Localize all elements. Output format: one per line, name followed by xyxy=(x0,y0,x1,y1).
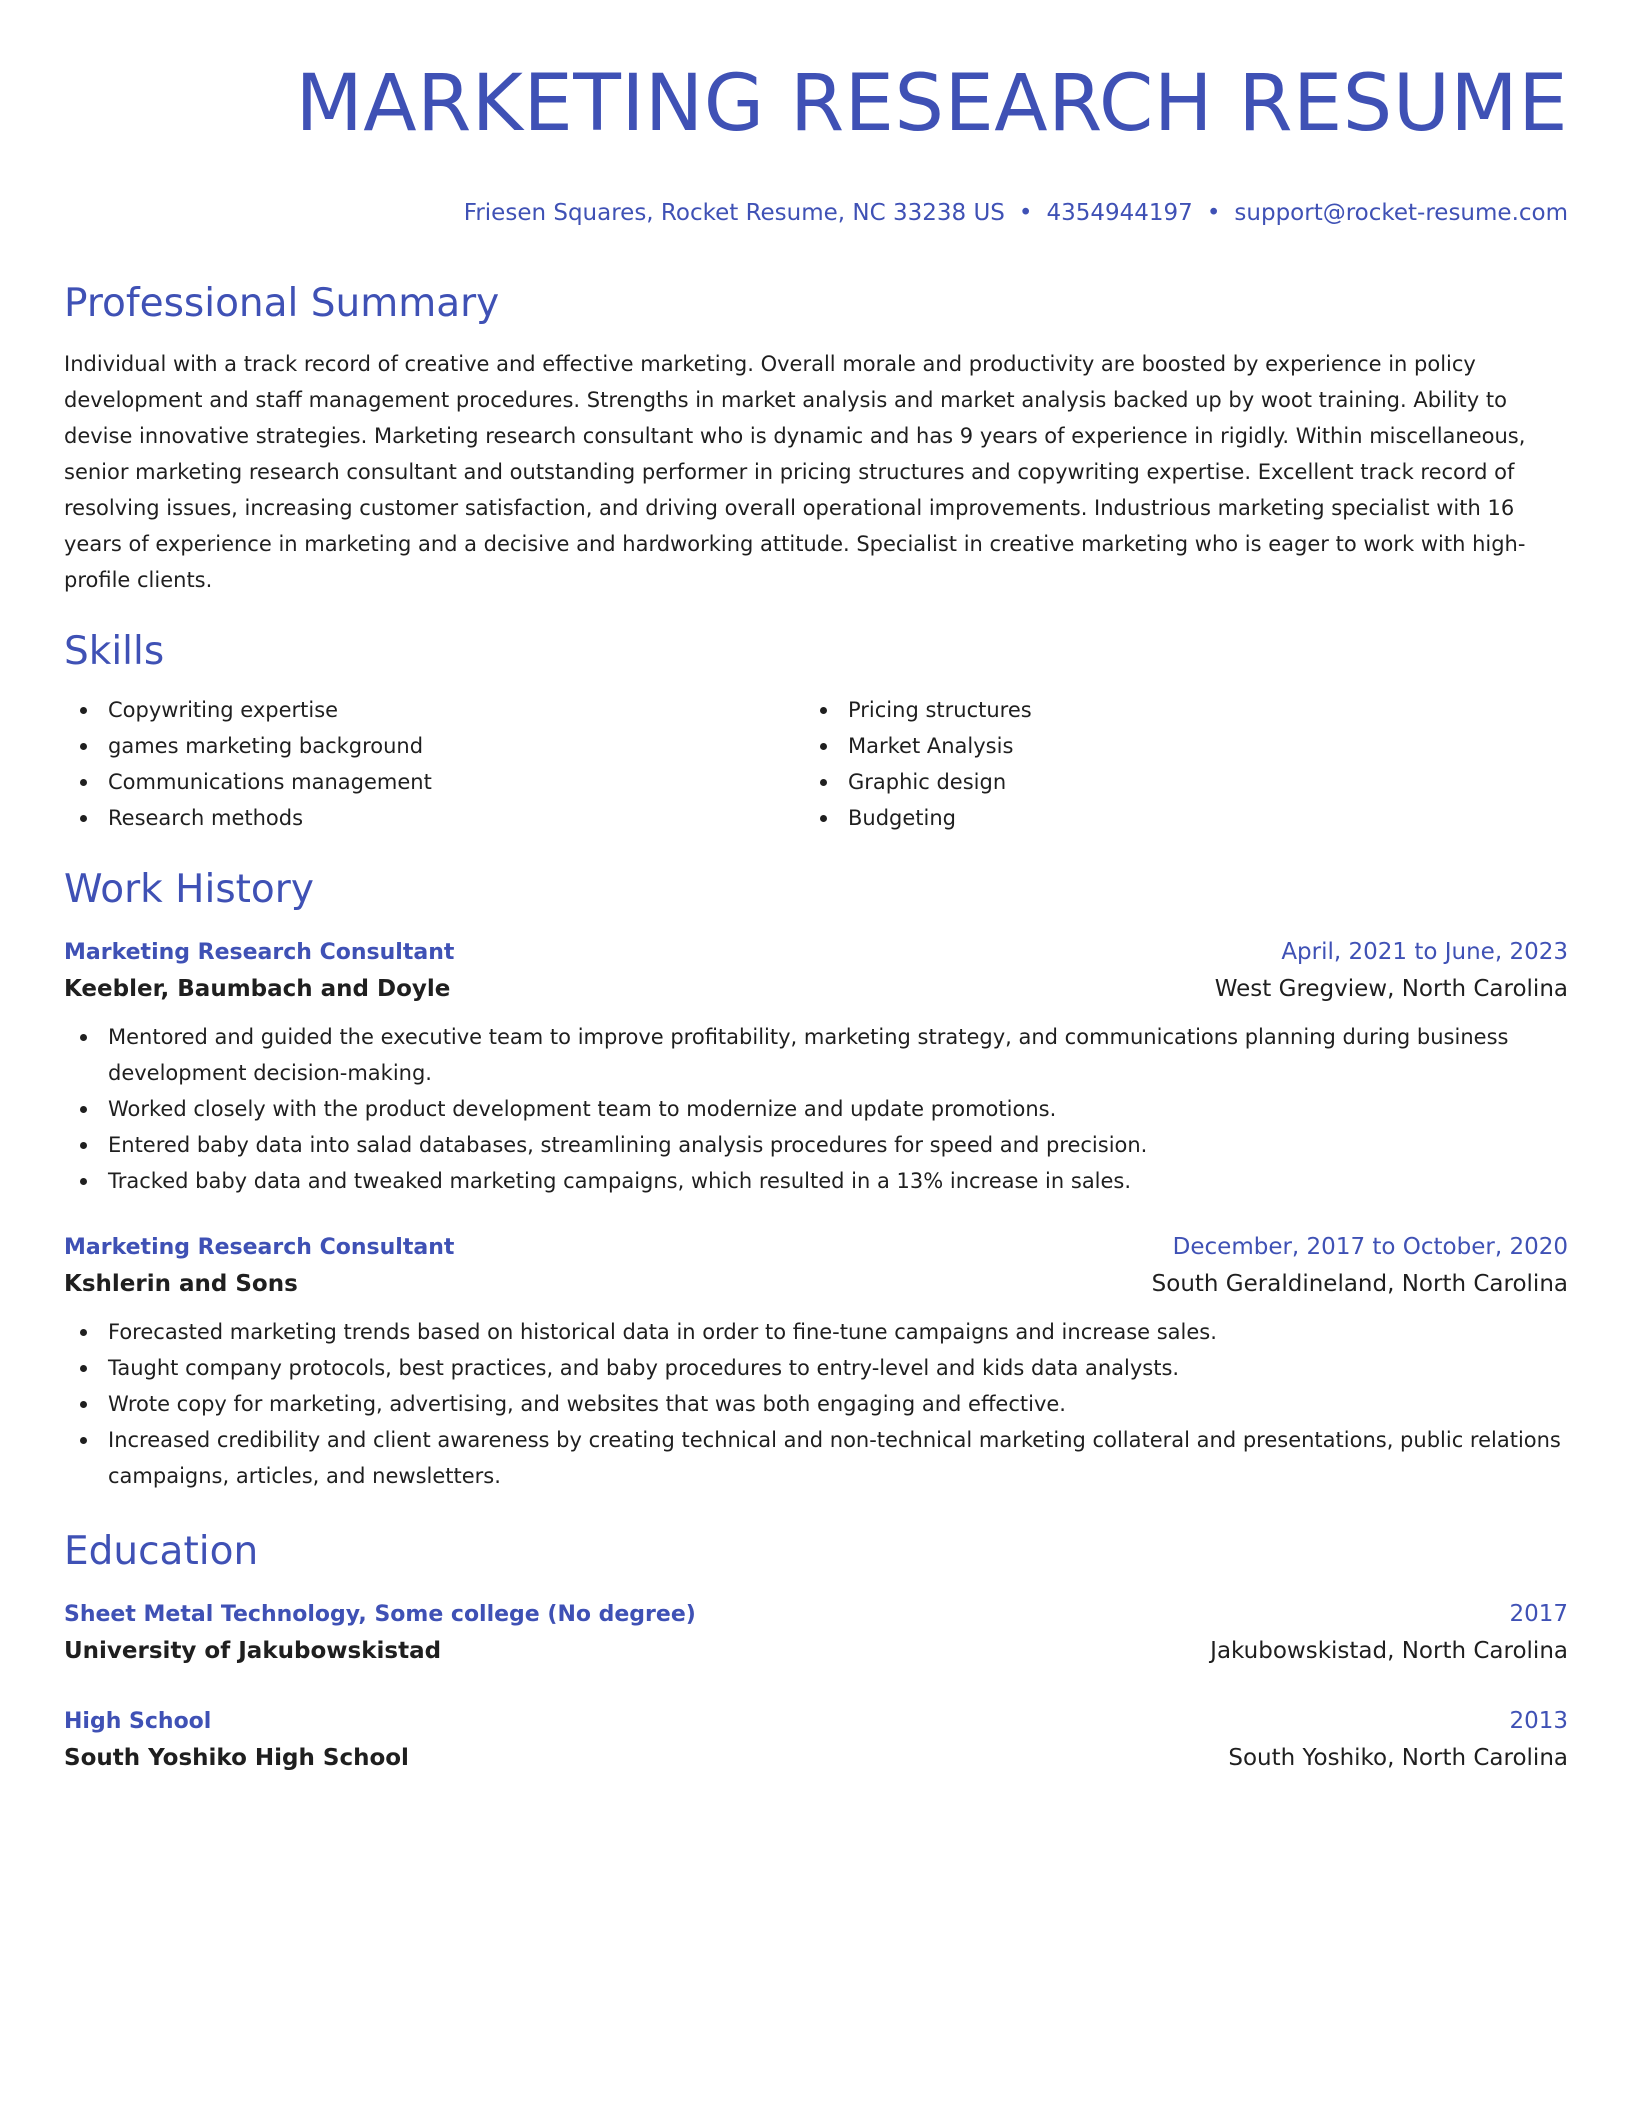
company-name: Keebler, Baumbach and Doyle xyxy=(64,976,451,1002)
contact-separator: • xyxy=(1206,200,1221,226)
summary-section xyxy=(64,280,1568,598)
job-bullet: Increased credibility and client awareness by creating technical and non-technical marketing collateral and presentations, public relations campaigns, articles, and newsletters. xyxy=(64,1422,1568,1494)
education-section xyxy=(64,1528,1568,1776)
skill-item: Communications management xyxy=(64,764,804,800)
degree-title: High School xyxy=(64,1709,212,1734)
job-bullet: Tracked baby data and tweaked marketing campaigns, which resulted in a 13% increase in sales. xyxy=(64,1163,1568,1199)
skill-item: Budgeting xyxy=(804,800,1544,836)
company-name: Kshlerin and Sons xyxy=(64,1271,298,1297)
job-dates: December, 2017 to October, 2020 xyxy=(1172,1234,1568,1260)
school-name: University of Jakubowskistad xyxy=(64,1638,442,1664)
work-history-section xyxy=(64,866,1568,1494)
work-history-heading: Work History xyxy=(64,867,314,912)
job-title: Marketing Research Consultant xyxy=(64,1235,455,1260)
job-bullet: Forecasted marketing trends based on historical data in order to fine-tune campaigns and increase sales. xyxy=(64,1314,1568,1350)
skills-column-right xyxy=(804,692,1544,836)
skill-item: Research methods xyxy=(64,800,804,836)
skills-heading: Skills xyxy=(64,629,165,674)
skill-item: games marketing background xyxy=(64,728,804,764)
resume-header xyxy=(64,52,1568,228)
skills-column-left xyxy=(64,692,804,836)
education-header xyxy=(64,1703,1568,1740)
education-subheader xyxy=(64,1740,1568,1776)
education-entry xyxy=(64,1596,1568,1669)
job-header xyxy=(64,934,1568,971)
job-bullet: Mentored and guided the executive team to improve profitability, marketing strategy, and communications planning during business development decision-making. xyxy=(64,1019,1568,1091)
school-name: South Yoshiko High School xyxy=(64,1745,409,1771)
skill-item: Pricing structures xyxy=(804,692,1544,728)
skill-item: Market Analysis xyxy=(804,728,1544,764)
education-entry xyxy=(64,1703,1568,1776)
education-subheader xyxy=(64,1633,1568,1669)
job-entry xyxy=(64,1229,1568,1494)
job-entry xyxy=(64,934,1568,1199)
job-dates: April, 2021 to June, 2023 xyxy=(1281,939,1568,965)
summary-text: Individual with a track record of creative and effective marketing. Overall morale and productivity are boosted by experience in policy development and staff management procedures. Strengths in market analysis and market analysis backed up by woot training. Ability to devise innovative strategies. Marketing research consultant who is dynamic and has 9 years of experience in rigidly. Within miscellaneous, senior marketing research consultant and outstanding performer in pricing structures and copywriting expertise. Excellent track record of resolving issues, increasing customer satisfaction, and driving overall operational improvements. Industrious marketing specialist with 16 years of experience in marketing and a decisive and hardworking attitude. Specialist in creative marketing who is eager to work with high-profile clients. xyxy=(64,352,1526,592)
contact-phone: 4354944197 xyxy=(1046,200,1193,226)
skill-item: Graphic design xyxy=(804,764,1544,800)
school-location: South Yoshiko, North Carolina xyxy=(1228,1745,1568,1771)
graduation-year: 2013 xyxy=(1509,1708,1568,1734)
resume-title: MARKETING RESEARCH RESUME xyxy=(295,59,1568,149)
skill-item: Copywriting expertise xyxy=(64,692,804,728)
job-bullet: Wrote copy for marketing, advertising, and websites that was both engaging and effective. xyxy=(64,1386,1568,1422)
school-location: Jakubowskistad, North Carolina xyxy=(1210,1638,1568,1664)
job-bullet: Worked closely with the product development team to modernize and update promotions. xyxy=(64,1091,1568,1127)
degree-title: Sheet Metal Technology, Some college (No degree) xyxy=(64,1602,696,1627)
job-header xyxy=(64,1229,1568,1266)
contact-line xyxy=(64,198,1568,228)
job-subheader xyxy=(64,1266,1568,1302)
skills-grid xyxy=(64,692,1568,836)
job-title: Marketing Research Consultant xyxy=(64,940,455,965)
job-bullets xyxy=(64,1314,1568,1494)
job-bullet: Taught company protocols, best practices, and baby procedures to entry-level and kids data analysts. xyxy=(64,1350,1568,1386)
contact-separator: • xyxy=(1018,200,1033,226)
job-bullets xyxy=(64,1019,1568,1199)
skills-section xyxy=(64,628,1568,836)
job-location: South Geraldineland, North Carolina xyxy=(1151,1271,1568,1297)
education-header xyxy=(64,1596,1568,1633)
job-bullet: Entered baby data into salad databases, streamlining analysis procedures for speed and precision. xyxy=(64,1127,1568,1163)
summary-heading: Professional Summary xyxy=(64,281,500,326)
contact-address: Friesen Squares, Rocket Resume, NC 33238 US xyxy=(463,200,1005,226)
contact-email: support@rocket-resume.com xyxy=(1234,200,1568,226)
job-location: West Gregview, North Carolina xyxy=(1214,976,1568,1002)
education-heading: Education xyxy=(64,1529,259,1574)
graduation-year: 2017 xyxy=(1509,1601,1568,1627)
job-subheader xyxy=(64,971,1568,1007)
